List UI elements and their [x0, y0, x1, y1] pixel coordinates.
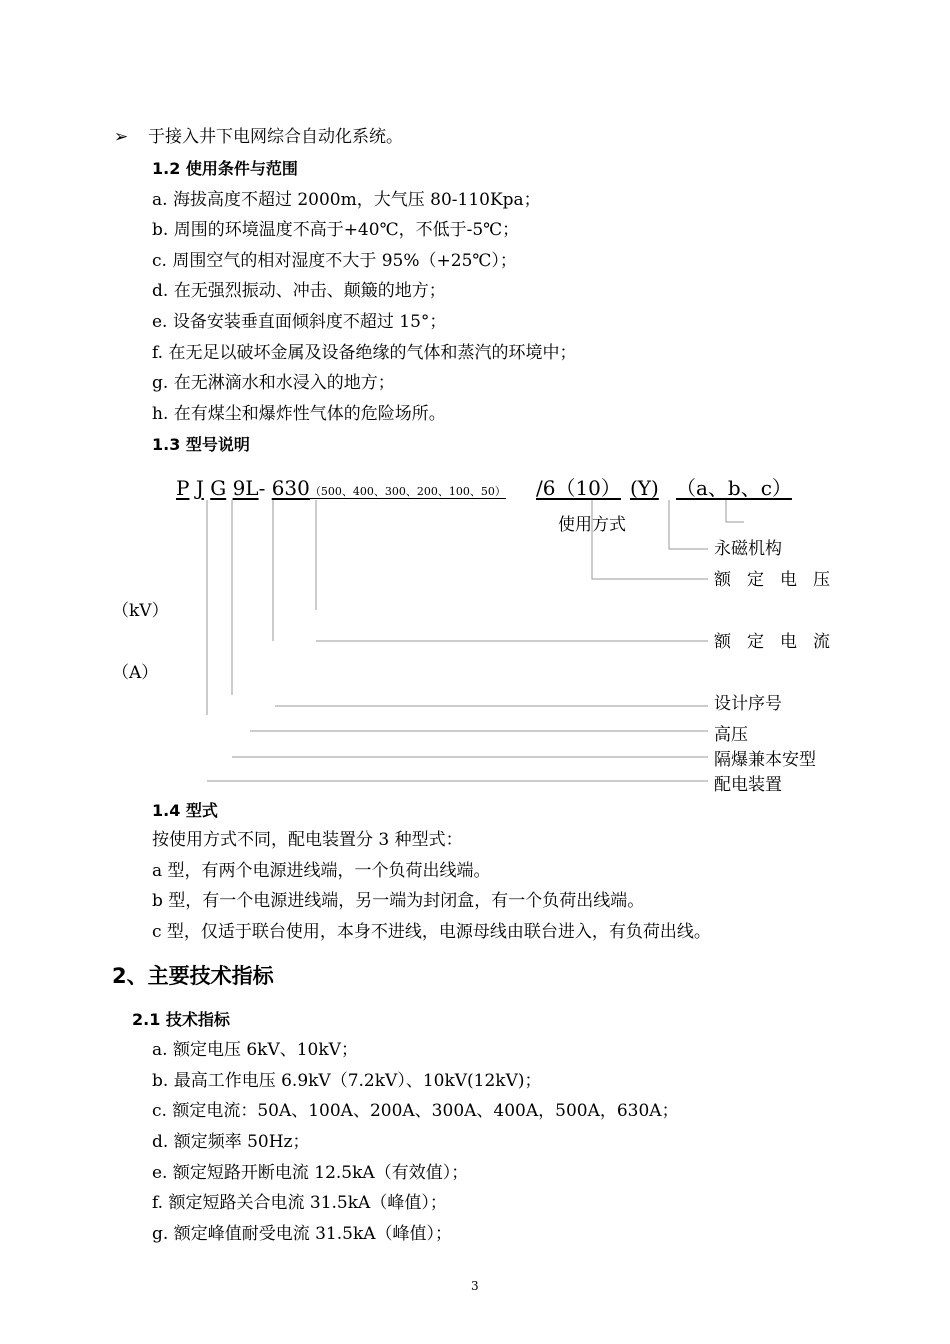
list-item: g. 在无淋滴水和水浸入的地方；	[152, 373, 395, 393]
heading-2-1: 2.1 技术指标	[132, 1010, 230, 1029]
model-g: G	[210, 476, 227, 500]
label-flameproof: 隔爆兼本安型	[714, 750, 816, 770]
label-design-seq: 设计序号	[714, 694, 782, 714]
list-item: e. 设备安装垂直面倾斜度不超过 15°；	[152, 312, 447, 332]
list-item: a. 海拔高度不超过 2000m，大气压 80-110Kpa；	[152, 190, 541, 210]
list-item: d. 在无强烈振动、冲击、颠簸的地方；	[152, 281, 446, 301]
model-dash: -	[258, 476, 266, 500]
list-item: b. 最高工作电压 6.9kV（7.2kV）、10kV(12kV)；	[152, 1071, 542, 1091]
label-rated-current: 额定电流	[714, 632, 846, 652]
label-rated-voltage: 额定电压	[714, 570, 846, 590]
list-item: h. 在有煤尘和爆炸性气体的危险场所。	[152, 404, 446, 424]
model-seq: 9L	[232, 476, 259, 500]
heading-2: 2、主要技术指标	[112, 964, 274, 988]
model-current: 630	[271, 476, 310, 500]
heading-1-2: 1.2 使用条件与范围	[152, 159, 298, 178]
model-p: P	[176, 476, 190, 500]
page-number: 3	[471, 1279, 479, 1293]
list-item: c. 额定电流：50A、100A、200A、300A、400A，500A，630A；	[152, 1101, 679, 1121]
leader-usage-mode	[726, 500, 744, 522]
list-item: a. 额定电压 6kV、10kV；	[152, 1040, 358, 1060]
heading-1-3: 1.3 型号说明	[152, 435, 250, 454]
list-item: f. 在无足以破坏金属及设备绝缘的气体和蒸汽的环境中；	[152, 343, 577, 363]
label-usage-mode: 使用方式	[558, 515, 626, 535]
label-rated-voltage-unit: （kV）	[112, 601, 169, 621]
heading-1-4: 1.4 型式	[152, 801, 218, 820]
model-voltage: /6（10）	[536, 476, 621, 500]
list-item: e. 额定短路开断电流 12.5kA（有效值）；	[152, 1163, 469, 1183]
list-item: f. 额定短路关合电流 31.5kA（峰值）；	[152, 1193, 447, 1213]
list-item: d. 额定频率 50Hz；	[152, 1132, 310, 1152]
list-item: c. 周围空气的相对湿度不大于 95%（+25℃）；	[152, 251, 517, 271]
model-j: J	[195, 476, 204, 500]
list-item: b 型，有一个电源进线端，另一端为封闭盒，有一个负荷出线端。	[152, 891, 645, 911]
list-item: c 型，仅适于联台使用，本身不进线，电源母线由联台进入，有负荷出线。	[152, 922, 711, 942]
list-item: 按使用方式不同，配电装置分 3 种型式：	[152, 830, 463, 850]
label-rated-current-unit: （A）	[112, 663, 159, 683]
model-modes: （a、b、c）	[676, 476, 792, 500]
label-high-voltage: 高压	[714, 725, 748, 745]
list-item: g. 额定峰值耐受电流 31.5kA（峰值）；	[152, 1224, 453, 1244]
label-magnet: 永磁机构	[714, 539, 782, 559]
leader-voltage	[592, 500, 708, 579]
list-item: a 型，有两个电源进线端，一个负荷出线端。	[152, 861, 491, 881]
model-current-options: （500、400、300、200、100、50）	[309, 485, 506, 498]
list-item: b. 周围的环境温度不高于+40℃，不低于-5℃；	[152, 220, 520, 240]
label-distribution: 配电装置	[714, 775, 782, 795]
intro-text: 于接入井下电网综合自动化系统。	[148, 127, 403, 147]
model-magnet: (Y)	[630, 476, 659, 500]
bullet-arrow-icon: ➢	[114, 127, 129, 147]
leader-magnet	[669, 500, 708, 549]
